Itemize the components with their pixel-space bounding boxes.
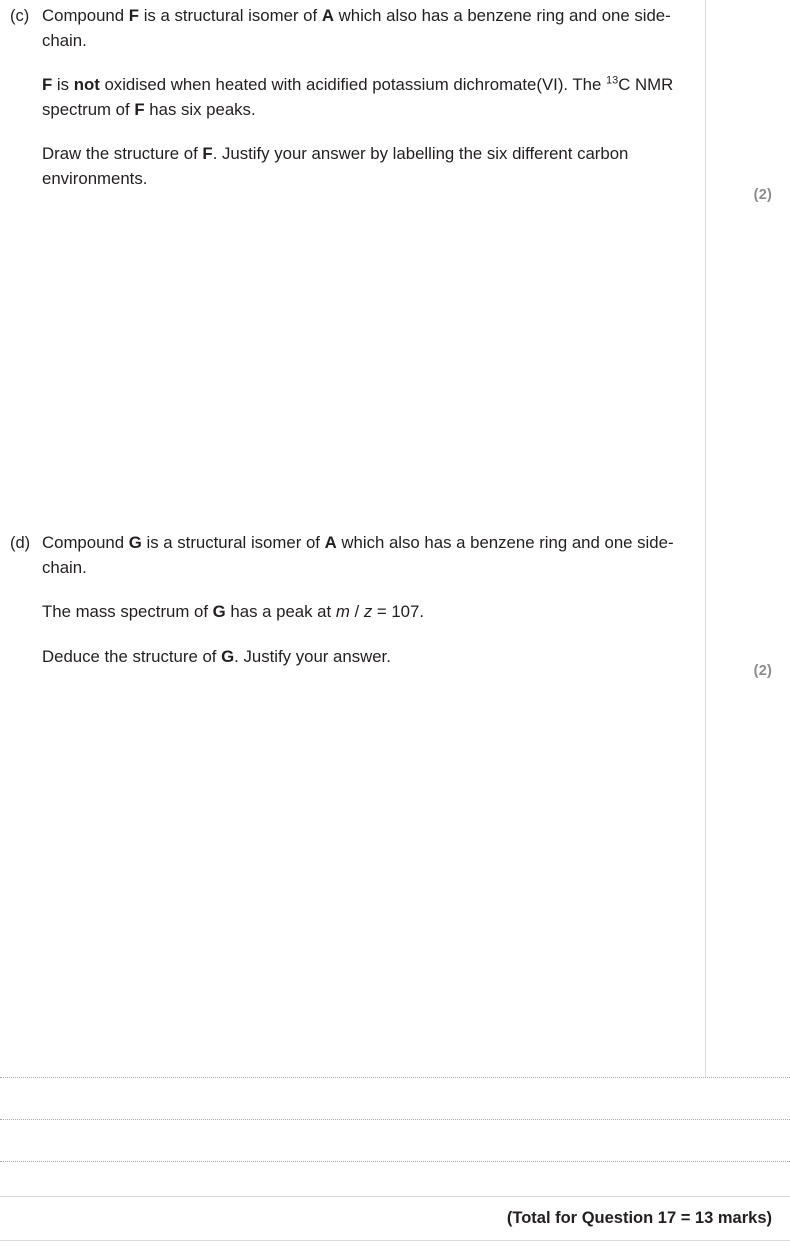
footer-top-rule (0, 1196, 790, 1197)
answer-line-2[interactable] (0, 1119, 790, 1120)
part-d-paragraph-1: Compound G is a structural isomer of A which also has a benzene ring and one side-chain. (42, 533, 674, 577)
part-c-paragraph-2: F is not oxidised when heated with acidified potassium dichromate(VI). The $^{13}$C NMR spectrum of F has six peaks. (42, 74, 674, 119)
footer-bottom-rule (0, 1240, 790, 1241)
right-margin-rule (705, 0, 706, 1078)
part-c-paragraph-3: Draw the structure of F. Justify your answer by labelling the six different carbon environments. (42, 144, 629, 188)
part-c-label: (c) (10, 7, 30, 25)
part-d-paragraph-3: Deduce the structure of G. Justify your answer. (42, 646, 391, 666)
part-d-answer-space[interactable] (10, 690, 700, 1070)
part-d-paragraph-2: The mass spectrum of G has a peak at m / z = 107. (42, 602, 424, 621)
part-d-marks: (2) (753, 663, 772, 679)
question-part-d (10, 531, 700, 669)
part-c-paragraph-1: Compound F is a structural isomer of A which also has a benzene ring and one side-chain. (42, 6, 671, 50)
answer-line-3[interactable] (0, 1161, 790, 1162)
part-c-marks: (2) (753, 187, 772, 203)
question-part-c (10, 4, 700, 191)
question-total-marks: (Total for Question 17 = 13 marks) (506, 1209, 772, 1227)
part-d-body (42, 531, 700, 669)
part-c-answer-space[interactable] (10, 215, 700, 515)
part-c-body (42, 4, 700, 191)
answer-line-1[interactable] (0, 1077, 790, 1078)
part-d-label: (d) (10, 534, 31, 552)
